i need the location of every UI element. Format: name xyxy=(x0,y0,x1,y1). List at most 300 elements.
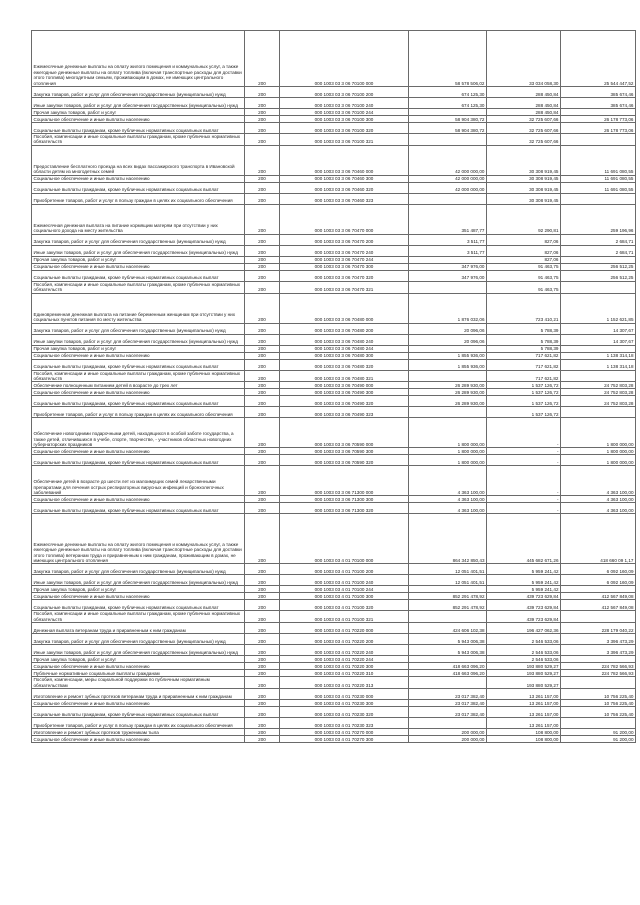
table-row xyxy=(32,729,636,736)
cell-line-code: 200 xyxy=(245,600,280,611)
cell-unexecuted: 4 363 100,00 xyxy=(561,466,636,496)
cell-line-code: 200 xyxy=(245,729,280,736)
cell-executed: 32 725 607,66 xyxy=(487,116,561,123)
cell-approved: 3 511,77 xyxy=(409,245,487,256)
cell-budget-code: 000 1003 03 3 06 70490 000 xyxy=(280,382,409,389)
cell-unexecuted xyxy=(561,345,636,352)
cell-approved: 674 125,30 xyxy=(409,98,487,109)
cell-budget-code: 000 1003 03 3 06 70480 200 xyxy=(280,323,409,334)
cell-approved: 1 800 000,00 xyxy=(409,418,487,448)
table-row xyxy=(32,634,636,645)
cell-executed: 13 261 157,00 xyxy=(487,700,561,707)
cell-budget-code: 000 1003 03 4 01 70220 200 xyxy=(280,634,409,645)
cell-budget-code: 000 1003 03 4 01 70220 240 xyxy=(280,645,409,656)
cell-unexecuted: 10 756 225,40 xyxy=(561,700,636,707)
cell-approved: 23 017 382,40 xyxy=(409,700,487,707)
cell-unexecuted xyxy=(561,586,636,593)
cell-approved xyxy=(409,109,487,116)
cell-budget-code: 000 1003 03 4 01 70270 000 xyxy=(280,729,409,736)
cell-unexecuted: 25 544 447,52 xyxy=(561,31,636,87)
cell-name: Прочая закупка товаров, работ и услуг xyxy=(32,656,245,663)
cell-line-code: 200 xyxy=(245,323,280,334)
cell-approved: 42 000 000,00 xyxy=(409,145,487,175)
cell-budget-code: 000 1003 03 3 06 70100 300 xyxy=(280,116,409,123)
cell-name: Социальные выплаты гражданам, кроме публичных нормативных социальных выплат xyxy=(32,270,245,281)
cell-line-code: 200 xyxy=(245,700,280,707)
cell-unexecuted: 11 691 080,55 xyxy=(561,182,636,193)
cell-approved: 347 976,00 xyxy=(409,263,487,270)
cell-line-code: 200 xyxy=(245,109,280,116)
table-row xyxy=(32,145,636,175)
table-row xyxy=(32,448,636,455)
cell-budget-code: 000 1003 03 3 06 70460 000 xyxy=(280,145,409,175)
cell-line-code: 200 xyxy=(245,670,280,677)
cell-budget-code: 000 1003 03 3 06 70470 300 xyxy=(280,263,409,270)
cell-line-code: 200 xyxy=(245,503,280,514)
cell-line-code: 200 xyxy=(245,455,280,466)
cell-budget-code: 000 1003 03 4 01 70230 320 xyxy=(280,707,409,718)
cell-approved xyxy=(409,370,487,382)
cell-executed: 13 261 157,00 xyxy=(487,689,561,700)
cell-budget-code: 000 1003 03 4 01 70100 000 xyxy=(280,514,409,564)
table-row xyxy=(32,323,636,334)
cell-unexecuted: 2 684,71 xyxy=(561,234,636,245)
table-row xyxy=(32,700,636,707)
cell-line-code: 200 xyxy=(245,87,280,98)
cell-line-code: 200 xyxy=(245,345,280,352)
cell-name: Социальные выплаты гражданам, кроме публичных нормативных социальных выплат xyxy=(32,359,245,370)
table-row xyxy=(32,663,636,670)
cell-line-code: 200 xyxy=(245,707,280,718)
cell-unexecuted: 256 512,25 xyxy=(561,270,636,281)
cell-unexecuted: 1 800 000,00 xyxy=(561,418,636,448)
cell-approved xyxy=(409,656,487,663)
cell-approved: 26 289 930,00 xyxy=(409,396,487,407)
cell-executed: - xyxy=(487,496,561,503)
table-row xyxy=(32,182,636,193)
cell-executed: 2 546 533,06 xyxy=(487,645,561,656)
cell-line-code: 200 xyxy=(245,193,280,204)
cell-name: Социальные выплаты гражданам, кроме публичных нормативных социальных выплат xyxy=(32,707,245,718)
table-row xyxy=(32,270,636,281)
cell-name: Социальное обеспечение и иные выплаты населению xyxy=(32,736,245,743)
cell-name: Прочая закупка товаров, работ и услуг xyxy=(32,345,245,352)
cell-budget-code: 000 1003 03 3 06 71300 320 xyxy=(280,503,409,514)
table-row xyxy=(32,466,636,496)
cell-approved: 58 578 506,02 xyxy=(409,31,487,87)
cell-budget-code: 000 1003 03 3 06 70100 200 xyxy=(280,87,409,98)
table-row xyxy=(32,586,636,593)
cell-name: Публичные нормативные социальные выплаты гражданам xyxy=(32,670,245,677)
cell-budget-code: 000 1003 03 3 06 70480 240 xyxy=(280,334,409,345)
cell-name: Изготовление и ремонт зубных протезов труженикам тыла xyxy=(32,729,245,736)
cell-budget-code: 000 1003 03 3 06 70590 320 xyxy=(280,455,409,466)
cell-executed: 827,06 xyxy=(487,245,561,256)
cell-executed: 1 537 126,72 xyxy=(487,407,561,418)
cell-executed: 33 034 058,30 xyxy=(487,31,561,87)
cell-name: Закупка товаров, работ и услуг для обеспечения государственных (муниципальных) нужд xyxy=(32,234,245,245)
cell-approved: 1 800 000,00 xyxy=(409,455,487,466)
table-row xyxy=(32,656,636,663)
cell-budget-code: 000 1003 03 3 06 70590 000 xyxy=(280,418,409,448)
cell-name: Закупка товаров, работ и услуг для обеспечения государственных (муниципальных) нужд xyxy=(32,634,245,645)
cell-name: Обеспечение детей в возрасте до шести лет из малоимущих семей лекарственными препаратами для лечения острых респираторных вирусных инфекций и бронхолегочных заболеваний xyxy=(32,466,245,496)
cell-unexecuted: 6 092 160,09 xyxy=(561,564,636,575)
cell-approved: 23 017 382,40 xyxy=(409,689,487,700)
cell-executed: 5 788,39 xyxy=(487,334,561,345)
cell-line-code: 200 xyxy=(245,334,280,345)
cell-executed: 439 723 629,84 xyxy=(487,611,561,623)
cell-name: Пособия, компенсации и иные социальные выплаты гражданам, кроме публичных нормативных обязательств xyxy=(32,281,245,293)
cell-line-code: 200 xyxy=(245,293,280,323)
cell-budget-code: 000 1003 03 3 06 70460 323 xyxy=(280,193,409,204)
cell-executed: 193 880 529,27 xyxy=(487,670,561,677)
cell-name: Прочая закупка товаров, работ и услуг xyxy=(32,586,245,593)
cell-line-code: 200 xyxy=(245,98,280,109)
cell-executed: 717 621,82 xyxy=(487,370,561,382)
cell-executed: 13 261 157,00 xyxy=(487,718,561,729)
cell-executed: 193 880 529,27 xyxy=(487,677,561,689)
cell-unexecuted: 1 138 314,18 xyxy=(561,352,636,359)
table-row xyxy=(32,396,636,407)
cell-approved: 58 904 380,72 xyxy=(409,116,487,123)
cell-name: Социальные выплаты гражданам, кроме публичных нормативных социальных выплат xyxy=(32,123,245,134)
cell-name: Закупка товаров, работ и услуг для обеспечения государственных (муниципальных) нужд xyxy=(32,87,245,98)
cell-unexecuted: 10 756 225,40 xyxy=(561,707,636,718)
cell-executed: 5 788,39 xyxy=(487,345,561,352)
cell-budget-code: 000 1003 03 4 01 70230 300 xyxy=(280,700,409,707)
cell-name: Социальное обеспечение и иные выплаты населению xyxy=(32,352,245,359)
cell-line-code: 200 xyxy=(245,448,280,455)
cell-unexecuted: 91 200,00 xyxy=(561,736,636,743)
cell-unexecuted: 14 307,67 xyxy=(561,323,636,334)
cell-executed: - xyxy=(487,448,561,455)
cell-budget-code: 000 1003 03 4 01 70220 310 xyxy=(280,670,409,677)
cell-name: Приобретение товаров, работ и услуг в пользу граждан в целях их социального обеспечения xyxy=(32,407,245,418)
cell-approved xyxy=(409,407,487,418)
table-row xyxy=(32,109,636,116)
cell-approved: 674 125,30 xyxy=(409,87,487,98)
cell-unexecuted: 259 196,96 xyxy=(561,204,636,234)
cell-line-code: 200 xyxy=(245,281,280,293)
table-row xyxy=(32,600,636,611)
table-row xyxy=(32,455,636,466)
cell-unexecuted: 224 782 566,93 xyxy=(561,663,636,670)
cell-name: Денежная выплата ветеранам труда и приравненным к ним гражданам xyxy=(32,623,245,634)
cell-unexecuted: 1 138 314,18 xyxy=(561,359,636,370)
cell-unexecuted xyxy=(561,256,636,263)
cell-unexecuted: 26 178 773,06 xyxy=(561,123,636,134)
cell-name: Социальные выплаты гражданам, кроме публичных нормативных социальных выплат xyxy=(32,396,245,407)
cell-budget-code: 000 1003 03 3 06 70470 000 xyxy=(280,204,409,234)
cell-approved: 200 000,00 xyxy=(409,736,487,743)
cell-executed: 288 450,84 xyxy=(487,109,561,116)
cell-budget-code: 000 1003 03 3 06 70100 000 xyxy=(280,31,409,87)
cell-approved xyxy=(409,586,487,593)
cell-budget-code: 000 1003 03 4 01 70220 244 xyxy=(280,656,409,663)
cell-name: Закупка товаров, работ и услуг для обеспечения государственных (муниципальных) нужд xyxy=(32,323,245,334)
cell-name: Социальное обеспечение и иные выплаты населению xyxy=(32,389,245,396)
table-row xyxy=(32,334,636,345)
cell-unexecuted: 91 200,00 xyxy=(561,729,636,736)
cell-approved: 42 000 000,00 xyxy=(409,182,487,193)
cell-unexecuted: 6 092 160,09 xyxy=(561,575,636,586)
cell-executed: 827,06 xyxy=(487,256,561,263)
cell-line-code: 200 xyxy=(245,31,280,87)
cell-budget-code: 000 1003 03 3 06 70470 200 xyxy=(280,234,409,245)
cell-unexecuted: 385 674,46 xyxy=(561,98,636,109)
cell-approved: 1 876 032,06 xyxy=(409,293,487,323)
table-row xyxy=(32,611,636,623)
cell-executed: 196 427 062,36 xyxy=(487,623,561,634)
cell-name: Ежемесячные денежные выплаты на оплату жилого помещения и коммунальных услуг, а также ежегодные денежные выплаты на оплату топлива (включая транспортные расходы для доставки этого топлива) многодетным семьям, проживающим в домах, не имеющих центрального отопления xyxy=(32,31,245,87)
cell-budget-code: 000 1003 03 3 06 70480 300 xyxy=(280,352,409,359)
cell-budget-code: 000 1003 03 4 01 70100 240 xyxy=(280,575,409,586)
table-row xyxy=(32,718,636,729)
cell-executed: 2 546 533,06 xyxy=(487,656,561,663)
cell-executed: 5 959 241,42 xyxy=(487,564,561,575)
cell-budget-code: 000 1003 03 3 06 70470 244 xyxy=(280,256,409,263)
cell-line-code: 200 xyxy=(245,623,280,634)
cell-name: Социальное обеспечение и иные выплаты населению xyxy=(32,593,245,600)
table-row xyxy=(32,623,636,634)
cell-unexecuted xyxy=(561,134,636,146)
table-row xyxy=(32,293,636,323)
cell-budget-code: 000 1003 03 4 01 70220 000 xyxy=(280,623,409,634)
cell-line-code: 200 xyxy=(245,418,280,448)
table-row xyxy=(32,670,636,677)
cell-budget-code: 000 1003 03 4 01 70100 321 xyxy=(280,611,409,623)
table-row xyxy=(32,281,636,293)
cell-unexecuted: 3 396 473,29 xyxy=(561,645,636,656)
cell-name: Социальное обеспечение и иные выплаты населению xyxy=(32,496,245,503)
cell-budget-code: 000 1003 03 3 06 70480 320 xyxy=(280,359,409,370)
cell-executed: 1 537 126,72 xyxy=(487,382,561,389)
cell-line-code: 200 xyxy=(245,564,280,575)
cell-line-code: 200 xyxy=(245,677,280,689)
cell-unexecuted xyxy=(561,109,636,116)
cell-approved xyxy=(409,677,487,689)
cell-name: Иные закупки товаров, работ и услуг для обеспечения государственных (муниципальных) нужд xyxy=(32,645,245,656)
cell-approved: 5 943 006,38 xyxy=(409,645,487,656)
cell-approved: 4 363 100,00 xyxy=(409,496,487,503)
cell-budget-code: 000 1003 03 3 06 70100 321 xyxy=(280,134,409,146)
cell-executed: 827,06 xyxy=(487,234,561,245)
cell-unexecuted xyxy=(561,407,636,418)
cell-executed: 91 463,75 xyxy=(487,281,561,293)
cell-unexecuted: 4 363 100,00 xyxy=(561,503,636,514)
cell-name: Ежемесячная денежная выплата на питание кормящим матерям при отсутствии у них социального дохода на месту жительства xyxy=(32,204,245,234)
table-row xyxy=(32,204,636,234)
table-row xyxy=(32,359,636,370)
table-row xyxy=(32,234,636,245)
table-row xyxy=(32,345,636,352)
cell-unexecuted: 24 752 803,28 xyxy=(561,382,636,389)
cell-line-code: 200 xyxy=(245,134,280,146)
cell-approved: 26 289 930,00 xyxy=(409,389,487,396)
table-row xyxy=(32,175,636,182)
cell-line-code: 200 xyxy=(245,175,280,182)
cell-approved: 418 663 096,20 xyxy=(409,670,487,677)
cell-executed: 92 290,81 xyxy=(487,204,561,234)
cell-approved xyxy=(409,134,487,146)
cell-executed: 717 621,82 xyxy=(487,359,561,370)
cell-line-code: 200 xyxy=(245,514,280,564)
cell-budget-code: 000 1003 03 3 06 70590 300 xyxy=(280,448,409,455)
cell-approved: 42 000 000,00 xyxy=(409,175,487,182)
cell-line-code: 200 xyxy=(245,634,280,645)
cell-approved: 12 051 401,51 xyxy=(409,564,487,575)
cell-approved xyxy=(409,193,487,204)
cell-approved: 20 096,06 xyxy=(409,334,487,345)
cell-budget-code: 000 1003 03 4 01 70270 300 xyxy=(280,736,409,743)
cell-budget-code: 000 1003 03 3 06 70480 000 xyxy=(280,293,409,323)
cell-executed: 439 723 629,84 xyxy=(487,593,561,600)
cell-unexecuted: 1 800 000,00 xyxy=(561,448,636,455)
cell-name: Пособия, компенсации и иные социальные выплаты гражданам, кроме публичных нормативных обязательств xyxy=(32,611,245,623)
cell-name: Социальное обеспечение и иные выплаты населению xyxy=(32,263,245,270)
cell-line-code: 200 xyxy=(245,586,280,593)
cell-executed: - xyxy=(487,503,561,514)
cell-unexecuted: 24 752 803,28 xyxy=(561,396,636,407)
cell-unexecuted: 385 674,46 xyxy=(561,87,636,98)
cell-line-code: 200 xyxy=(245,123,280,134)
cell-line-code: 200 xyxy=(245,611,280,623)
cell-line-code: 200 xyxy=(245,256,280,263)
cell-name: Прочая закупка товаров, работ и услуг xyxy=(32,109,245,116)
cell-name: Обеспечение полноценным питанием детей в возрасте до трех лет xyxy=(32,382,245,389)
table-row xyxy=(32,575,636,586)
cell-budget-code: 000 1003 03 3 06 70460 320 xyxy=(280,182,409,193)
cell-approved: 26 289 930,00 xyxy=(409,382,487,389)
cell-budget-code: 000 1003 03 3 06 70490 323 xyxy=(280,407,409,418)
cell-budget-code: 000 1003 03 3 06 70470 240 xyxy=(280,245,409,256)
cell-executed: 5 959 241,42 xyxy=(487,575,561,586)
cell-line-code: 200 xyxy=(245,370,280,382)
cell-line-code: 200 xyxy=(245,396,280,407)
cell-unexecuted: 412 567 849,08 xyxy=(561,600,636,611)
cell-approved: 12 051 401,51 xyxy=(409,575,487,586)
cell-approved xyxy=(409,718,487,729)
cell-name: Социальное обеспечение и иные выплаты населению xyxy=(32,663,245,670)
cell-line-code: 200 xyxy=(245,389,280,396)
table-row xyxy=(32,98,636,109)
cell-approved: 1 855 936,00 xyxy=(409,359,487,370)
cell-unexecuted: 1 800 000,00 xyxy=(561,455,636,466)
table-row xyxy=(32,245,636,256)
cell-executed: 30 308 919,45 xyxy=(487,175,561,182)
cell-executed: 108 800,00 xyxy=(487,729,561,736)
cell-executed: - xyxy=(487,466,561,496)
cell-budget-code: 000 1003 03 3 06 70490 320 xyxy=(280,396,409,407)
cell-name: Предоставление бесплатного проезда на всех видах пассажирского транспорта в Ивановской области детям из многодетных семей xyxy=(32,145,245,175)
cell-executed: 445 682 671,26 xyxy=(487,514,561,564)
cell-budget-code: 000 1003 03 4 01 70100 244 xyxy=(280,586,409,593)
cell-name: Пособия, компенсации, меры социальной поддержки по публичным нормативным обязательствам xyxy=(32,677,245,689)
cell-unexecuted: 412 567 849,08 xyxy=(561,593,636,600)
cell-name: Социальное обеспечение и иные выплаты населению xyxy=(32,175,245,182)
cell-unexecuted: 224 782 566,93 xyxy=(561,670,636,677)
cell-executed: 30 308 919,45 xyxy=(487,193,561,204)
cell-executed: 717 621,82 xyxy=(487,352,561,359)
cell-name: Иные закупки товаров, работ и услуг для обеспечения государственных (муниципальных) нужд xyxy=(32,575,245,586)
cell-unexecuted: 1 152 621,85 xyxy=(561,293,636,323)
cell-unexecuted: 26 178 773,06 xyxy=(561,116,636,123)
cell-line-code: 200 xyxy=(245,263,280,270)
cell-line-code: 200 xyxy=(245,593,280,600)
cell-unexecuted: 24 752 803,28 xyxy=(561,389,636,396)
cell-unexecuted: 3 396 473,29 xyxy=(561,634,636,645)
table-row xyxy=(32,389,636,396)
cell-approved: 3 511,77 xyxy=(409,234,487,245)
cell-name: Обеспечение новогодними подарочными детей, находящихся в особой заботе государства, а также детей, отличившихся в учебе, спорте, творчестве, - участников областных новогодних губернаторских праздников xyxy=(32,418,245,448)
cell-executed: 288 450,84 xyxy=(487,98,561,109)
table-row xyxy=(32,407,636,418)
cell-approved: 4 363 100,00 xyxy=(409,466,487,496)
cell-budget-code: 000 1003 03 4 01 70220 300 xyxy=(280,663,409,670)
cell-line-code: 200 xyxy=(245,645,280,656)
cell-unexecuted: 11 691 080,55 xyxy=(561,145,636,175)
cell-approved: 58 904 380,72 xyxy=(409,123,487,134)
cell-unexecuted: 256 512,25 xyxy=(561,263,636,270)
cell-name: Социальные выплаты гражданам, кроме публичных нормативных социальных выплат xyxy=(32,182,245,193)
cell-line-code: 200 xyxy=(245,145,280,175)
cell-line-code: 200 xyxy=(245,656,280,663)
cell-executed: - xyxy=(487,455,561,466)
cell-line-code: 200 xyxy=(245,352,280,359)
cell-name: Закупка товаров, работ и услуг для обеспечения государственных (муниципальных) нужд xyxy=(32,564,245,575)
cell-name: Пособия, компенсации и иные социальные выплаты гражданам, кроме публичных нормативных обязательств xyxy=(32,134,245,146)
cell-budget-code: 000 1003 03 3 06 70490 300 xyxy=(280,389,409,396)
cell-executed: 5 788,39 xyxy=(487,323,561,334)
cell-name: Социальное обеспечение и иные выплаты населению xyxy=(32,116,245,123)
cell-line-code: 200 xyxy=(245,234,280,245)
cell-line-code: 200 xyxy=(245,718,280,729)
cell-executed: 723 410,21 xyxy=(487,293,561,323)
cell-executed: 32 725 607,66 xyxy=(487,123,561,134)
cell-approved: 1 800 000,00 xyxy=(409,448,487,455)
cell-approved xyxy=(409,256,487,263)
cell-line-code: 200 xyxy=(245,182,280,193)
cell-unexecuted: 11 691 080,55 xyxy=(561,175,636,182)
cell-executed: 193 880 529,27 xyxy=(487,663,561,670)
table-row xyxy=(32,593,636,600)
budget-execution-table xyxy=(31,30,636,743)
cell-line-code: 200 xyxy=(245,116,280,123)
cell-budget-code: 000 1003 03 4 01 70100 200 xyxy=(280,564,409,575)
cell-approved xyxy=(409,611,487,623)
cell-name: Прочая закупка товаров, работ и услуг xyxy=(32,256,245,263)
cell-executed: 91 463,75 xyxy=(487,263,561,270)
cell-line-code: 200 xyxy=(245,204,280,234)
cell-executed: 5 959 241,42 xyxy=(487,586,561,593)
table-row xyxy=(32,263,636,270)
cell-line-code: 200 xyxy=(245,663,280,670)
cell-budget-code: 000 1003 03 3 06 70460 300 xyxy=(280,175,409,182)
cell-name: Приобретение товаров, работ и услуг в пользу граждан в целях их социального обеспечения xyxy=(32,193,245,204)
cell-budget-code: 000 1003 03 3 06 70100 320 xyxy=(280,123,409,134)
cell-approved: 418 663 096,20 xyxy=(409,663,487,670)
cell-executed: 2 546 533,06 xyxy=(487,634,561,645)
cell-executed: 288 450,84 xyxy=(487,87,561,98)
table-row xyxy=(32,87,636,98)
cell-unexecuted xyxy=(561,611,636,623)
table-row xyxy=(32,123,636,134)
cell-line-code: 200 xyxy=(245,689,280,700)
cell-executed: 30 308 919,45 xyxy=(487,182,561,193)
cell-budget-code: 000 1003 03 4 01 70230 000 xyxy=(280,689,409,700)
cell-executed: 1 537 126,72 xyxy=(487,389,561,396)
